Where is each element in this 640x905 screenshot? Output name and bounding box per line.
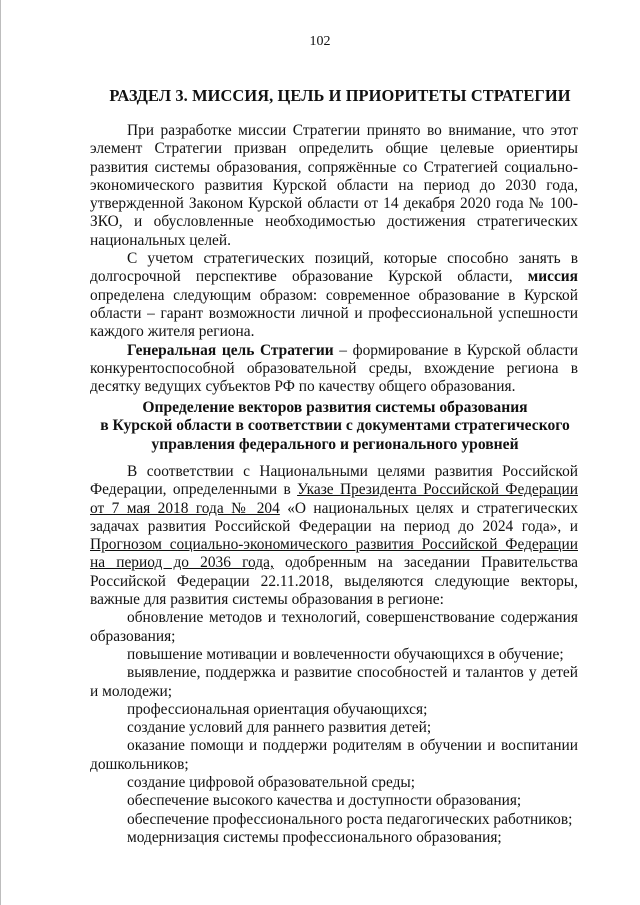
section-title: РАЗДЕЛ 3. МИССИЯ, ЦЕЛЬ И ПРИОРИТЕТЫ СТРАТЕГИИ: [109, 86, 571, 105]
vectors-list: [90, 609, 578, 847]
list-item: создание условий для раннего развития детей;: [127, 719, 432, 737]
decree-link[interactable]: Указе Президента Российской Федерации от 7 мая 2018 года № 204: [90, 481, 578, 517]
list-item: оказание помощи и поддержи родителям в обучении и воспитании дошкольников;: [90, 737, 578, 773]
page-number: 102: [309, 34, 331, 49]
paragraph-national-goals-text-1: В соответствии с Национальными целями развития Российской Федерации, определенными в: [90, 463, 578, 499]
list-item: создание цифровой образовательной среды;: [127, 774, 416, 792]
list-item: профессиональная ориентация обучающихся;: [127, 700, 428, 718]
paragraph-national-goals-text-3: одобренным на заседании Правительства Российской Федерации 22.11.2018, выделяются следующие векторы, важные для развития системы образования в регионе:: [90, 554, 578, 609]
paragraph-general-goal-text: – формирование в Курской области конкурентоспособной образовательной среды, вхождение региона в десятку ведущих субъектов РФ по качеству общего образования.: [90, 341, 578, 396]
vectors-section: [90, 463, 578, 847]
scan-edge-line: [0, 0, 1, 905]
paragraph-general-goal: [90, 342, 578, 397]
subheading-line-3: управления федерального и регионального уровней: [151, 435, 519, 453]
list-item: повышение мотивации и вовлеченности обучающихся в обучение;: [127, 645, 564, 663]
paragraph-mission-bold: миссия: [527, 268, 578, 286]
paragraph-mission-text-before: С учетом стратегических позиций, которые способно занять в долгосрочной перспективе образование Курской области,: [90, 250, 578, 286]
paragraph-mission-context: При разработке миссии Стратегии принято во внимание, что этот элемент Стратегии призван определить общие целевые ориентиры развития системы образования, сопряжённые со Стратегией социально-экономического развития Курской области на период до 2030 года, утвержденной Законом Курской области от 14 декабря 2020 года № 100-ЗКО, и обусловленные необходимостью достижения стратегических национальных целей.: [90, 122, 578, 249]
paragraph-mission-text-after: определена следующим образом: современное образование в Курской области – гарант возможности личной и профессиональной успешности каждого жителя региона.: [90, 286, 578, 341]
subheading-line-2: в Курской области в соответствии с документами стратегического: [100, 417, 570, 435]
paragraph-general-goal-bold: Генеральная цель Стратегии: [127, 341, 334, 359]
subheading-vectors: [90, 399, 580, 454]
list-item: обновление методов и технологий, совершенствование содержания образования;: [90, 609, 578, 645]
forecast-link[interactable]: Прогнозом социально-экономического развития Российской Федерации на период до 2036 года,: [90, 536, 578, 572]
intro-paragraphs: [90, 122, 578, 396]
list-item: обеспечение профессионального роста педагогических работников;: [127, 810, 573, 828]
list-item: выявление, поддержка и развитие способностей и талантов у детей и молодежи;: [90, 664, 578, 700]
subheading-line-1: Определение векторов развития системы образования: [142, 399, 528, 416]
paragraph-national-goals: [90, 463, 578, 609]
list-item: обеспечение высокого качества и доступности образования;: [127, 792, 522, 810]
paragraph-mission: [90, 250, 578, 341]
list-item: модернизация системы профессионального образования;: [127, 828, 502, 846]
paragraph-national-goals-text-2: «О национальных целях и стратегических задачах развития Российской Федерации на период до 2024 года», и: [90, 499, 578, 535]
